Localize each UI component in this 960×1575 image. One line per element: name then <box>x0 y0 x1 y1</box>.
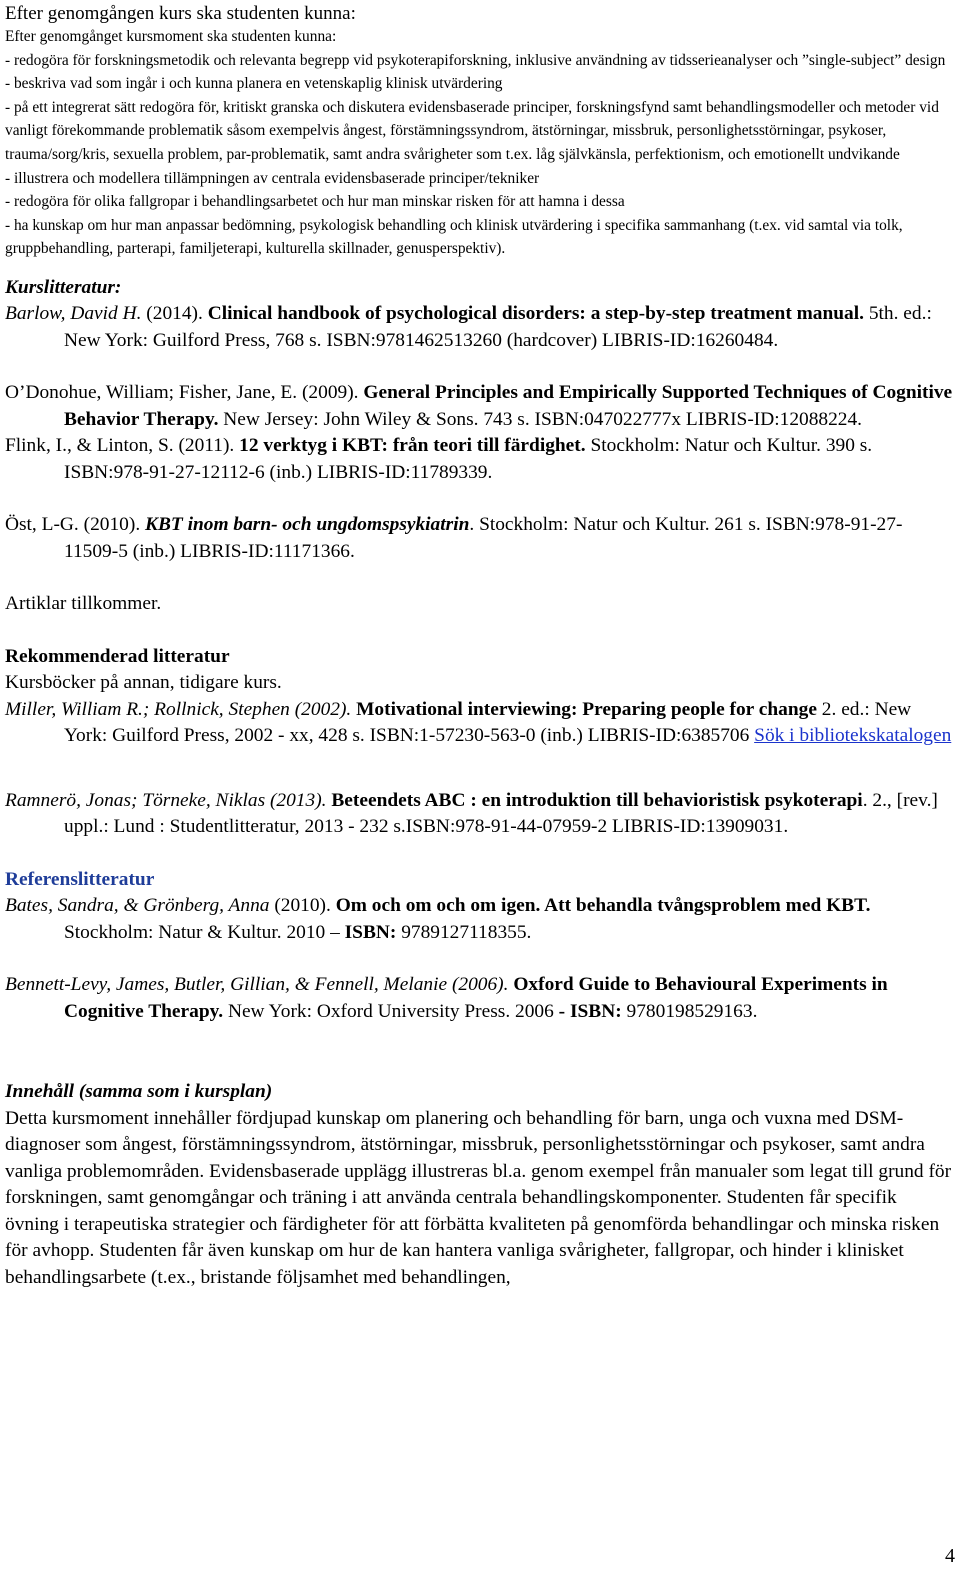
objective-item: - redogöra för forskningsmetodik och relevanta begrepp vid psykoterapiforskning, inklusive användning av tidsserieanalyser och ”single-subject” design <box>5 51 946 69</box>
rekommenderad-intro: Kursböcker på annan, tidigare kurs. <box>5 672 282 694</box>
ref-details: New York: Oxford University Press. 2006 <box>223 1000 559 1022</box>
ref-details: . Stockholm: Natur och Kultur. 261 s. ISBN:978-91-27-11509-5 (inb.) LIBRIS-ID:11171366. <box>64 514 903 562</box>
ref-title: Oxford Guide to Behavioural Experiments in Cognitive Therapy. <box>64 974 888 1022</box>
reference-entry <box>5 697 955 750</box>
ref-title: Motivational interviewing: Preparing people for change <box>351 698 817 720</box>
ref-details: 5th. ed.: New York: Guilford Press, 768 s. ISBN:9781462513260 (hardcover) LIBRIS-ID:16260484. <box>64 303 932 351</box>
objectives-list <box>5 25 955 261</box>
ref-author: Ramnerö, Jonas; Törneke, Niklas (2013). <box>5 789 327 811</box>
ref-year: (2010). <box>269 895 336 917</box>
reference-entry <box>5 380 955 433</box>
rekommenderad-heading: Rekommenderad litteratur <box>5 645 230 667</box>
innehall-heading: Innehåll (samma som i kursplan) <box>5 1081 273 1103</box>
ref-title: Clinical handbook of psychological disorders: a step-by-step treatment manual. <box>207 303 864 325</box>
ref-author: Öst, L-G. (2010). <box>5 514 146 536</box>
kurslitteratur-heading: Kurslitteratur: <box>5 276 122 298</box>
articles-note: Artiklar tillkommer. <box>5 593 162 615</box>
innehall-section <box>5 1079 955 1291</box>
isbn-label: - ISBN: <box>558 1000 622 1022</box>
ref-author: Bennett-Levy, James, Butler, Gillian, & Fennell, Melanie (2006). <box>5 974 509 996</box>
ref-title: Om och om och om igen. Att behandla tvångsproblem med KBT. <box>335 895 871 917</box>
objectives-heading: Efter genomgången kurs ska studenten kunna: <box>5 3 356 24</box>
ref-details: New Jersey: John Wiley & Sons. 743 s. ISBN:047022777x LIBRIS-ID:12088224. <box>218 408 863 430</box>
reference-entry <box>5 893 955 946</box>
document-page <box>5 0 955 1291</box>
ref-title: 12 verktyg i KBT: från teori till färdighet. <box>239 435 586 457</box>
ref-details: 2. ed.: New York: Guilford Press, 2002 - xx, 428 s. ISBN:1-57230-563-0 (inb.) LIBRIS-ID:6385706 <box>64 698 912 747</box>
ref-details: Stockholm: Natur och Kultur. 390 s. ISBN:978-91-27-12112-6 (inb.) LIBRIS-ID:11789339. <box>64 435 873 483</box>
objective-item: - beskriva vad som ingår i och kunna planera en vetenskaplig klinisk utvärdering <box>5 75 503 93</box>
ref-author: Flink, I., & Linton, S. (2011). <box>5 435 240 457</box>
library-catalog-link[interactable]: Sök i bibliotekskatalogen <box>754 725 952 747</box>
reference-entry <box>5 788 955 841</box>
ref-title: General Principles and Empirically Supported Techniques of Cognitive Behavior Therapy. <box>64 382 953 430</box>
ref-author: Barlow, David H. <box>5 303 142 325</box>
reference-entry <box>5 512 955 565</box>
ref-isbn: 9789127118355. <box>396 921 532 943</box>
referens-section <box>5 867 955 1080</box>
reference-entry <box>5 972 955 1025</box>
objective-item: - på ett integrerat sätt redogöra för, kritiskt granska och diskutera evidensbaserade principer, forskningsfynd samt behandlingsmodeller och metoder vid vanligt förekommande problematik såsom exempelvis ångest, förstämningssyndrom, ätstörningar, missbruk, personlighetsstörningar, psykoser, trauma/sorg/kris, sexuella problem, par-problematik, samt andra svårigheter som t.ex. låg självkänsla, perfektionism, och emotionellt undvikande <box>5 98 939 163</box>
reference-entry <box>5 433 955 486</box>
page-number: 4 <box>945 1545 955 1567</box>
ref-isbn: 9780198529163. <box>621 1000 758 1022</box>
isbn-label: ISBN: <box>344 921 397 943</box>
objective-item: - illustrera och modellera tillämpningen av centrala evidensbaserade principer/tekniker <box>5 169 540 187</box>
ref-title: Beteendets ABC : en introduktion till behavioristisk psykoterapi <box>326 789 863 811</box>
objectives-subheading: Efter genomgånget kursmoment ska studenten kunna: <box>5 28 337 45</box>
ref-details: . 2., [rev.] uppl.: Lund : Studentlitteratur, 2013 - 232 s.ISBN:978-91-44-07959-2 LIBRIS-ID:13909031. <box>64 789 938 838</box>
ref-details: Stockholm: Natur & Kultur. 2010 – <box>64 921 345 943</box>
objective-item: - ha kunskap om hur man anpassar bedömning, psykologisk behandling och klinisk utvärdering i specifika sammanhang (t.ex. vid samtal via tolk, gruppbehandling, parterapi, familjeterapi, kulturella skillnader, genusperspektiv). <box>5 216 903 258</box>
ref-author: Miller, William R.; Rollnick, Stephen (2002). <box>5 698 352 720</box>
ref-year: (2014). <box>141 303 208 325</box>
objective-item: - redogöra för olika fallgropar i behandlingsarbetet och hur man minskar risken för att hamna i dessa <box>5 193 625 211</box>
referens-heading: Referenslitteratur <box>5 868 155 890</box>
kurslitteratur-section <box>5 275 955 644</box>
reference-entry <box>5 301 955 354</box>
ref-author: Bates, Sandra, & Grönberg, Anna <box>5 895 270 917</box>
rekommenderad-section <box>5 644 955 867</box>
ref-author: O’Donohue, William; Fisher, Jane, E. (2009). <box>5 382 359 404</box>
innehall-text: Detta kursmoment innehåller fördjupad kunskap om planering och behandling för barn, unga och vuxna med DSM-diagnoser som ångest, förstämningssyndrom, ätstörningar, missbruk, personlighetsstörningar och psykoser, samt andra vanliga problemområden. Evidensbaserade upplägg illustreras bl.a. genom exempel från manualer som legat till grund för forskningen, samt genomgångar och träning i att använda centrala behandlingskomponenter. Studenten får specifik övning i terapeutiska strategier och färdigheter för att förbätta kvaliteten på genomförda behandlingar och minska risken för avhopp. Studenten får även kunskap om hur de kan hantera vanliga svårigheter, fallgropar, och hinder i klinisket behandlingsarbete (t.ex., bristande följsamhet med behandlingen, <box>5 1107 952 1288</box>
ref-title: KBT inom barn- och ungdomspsykiatrin <box>145 514 470 536</box>
